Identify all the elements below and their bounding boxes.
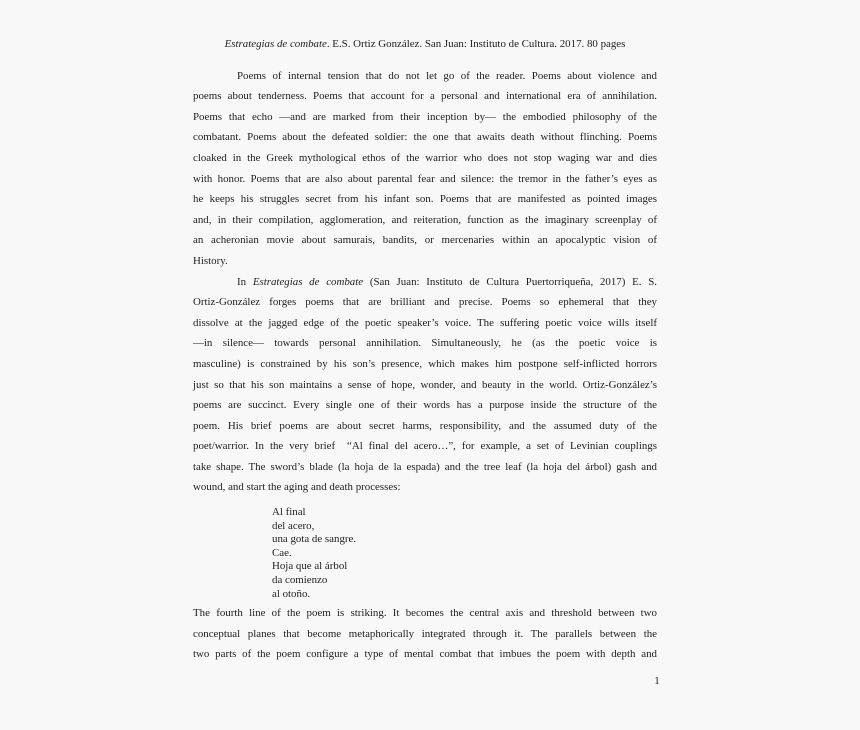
text-line: —in silence— towards personal annihilation. Simultaneously, he (as the poetic voice is <box>193 337 657 350</box>
text-line: dissolve at the jagged edge of the poetic speaker’s voice. The suffering poetic voice wills itself <box>193 316 657 329</box>
text-line: just so that his son maintains a sense of hope, wonder, and beauty in the world. Ortiz-González’s <box>193 378 657 391</box>
page-number: 1 <box>654 675 660 687</box>
paragraph-3 <box>193 603 657 665</box>
text-line: take shape. The sword’s blade (la hoja de la espada) and the tree leaf (la hoja del árbol) gash and <box>193 460 657 473</box>
text-line: poem. His brief poems are about secret harms, responsibility, and the assumed duty of the <box>193 419 657 432</box>
text-line: combatant. Poems about the defeated soldier: the one that awaits death without flinching. Poems <box>193 131 657 144</box>
poem-line: una gota de sangre. <box>272 533 357 546</box>
poem-line: al otoño. <box>272 587 311 600</box>
text-line: with honor. Poems that are also about parental fear and silence: the tremor in the father’s eyes as <box>193 172 657 185</box>
poem-blockquote <box>272 506 657 601</box>
text-line: an acheronian movie about samurais, bandits, or mercenaries within an apocalyptic vision of <box>193 234 657 247</box>
book-title: Estrategias de combate <box>224 38 327 50</box>
citation-details: . E.S. Ortiz González. San Juan: Instituto de Cultura. 2017. 80 pages <box>326 38 626 50</box>
text-line: and, in their compilation, agglomeration, and reiteration, function as the imaginary screenplay of <box>193 213 657 226</box>
text-line: conceptual planes that become metaphorically integrated through it. The parallels between the <box>193 627 657 640</box>
text-line: cloaked in the Greek mythological ethos of the warrior who does not stop waging war and dies <box>193 151 657 164</box>
text-line: two parts of the poem configure a type of mental combat that imbues the poem with depth and <box>193 648 657 661</box>
text-line: Poems that echo —and are marked from their inception by— the embodied philosophy of the <box>193 110 657 123</box>
text-line: masculine) is constrained by his son’s presence, which makes him postpone self-inflicted horrors <box>193 357 657 370</box>
text-line: History. <box>193 254 228 267</box>
poem-line: del acero, <box>272 519 315 532</box>
text-line: In Estrategias de combate (San Juan: Instituto de Cultura Puertorriqueña, 2017) E. S. <box>237 275 658 288</box>
text-line: poems about tenderness. Poems that account for a personal and international era of annihilation. <box>193 90 657 103</box>
paragraph-2 <box>193 272 657 499</box>
text-line: Ortiz-González forges poems that are brilliant and precise. Poems so ephemeral that they <box>193 296 657 309</box>
text-line: he keeps his struggles secret from his infant son. Poems that are manifested as pointed images <box>193 193 657 206</box>
text-line: poems are succinct. Every single one of their words has a purpose inside the structure of the <box>193 399 657 412</box>
poem-line: Cae. <box>272 546 292 559</box>
text-line: The fourth line of the poem is striking. It becomes the central axis and threshold between two <box>193 607 657 620</box>
review-content <box>193 34 657 665</box>
citation-header <box>193 34 657 55</box>
poem-line: Hoja que al árbol <box>272 560 348 573</box>
paragraph-1 <box>193 66 657 272</box>
poem-line: Al final <box>272 506 306 519</box>
text-line: poet/warrior. In the very brief “Al final del acero…”, for example, a set of Levinian couplings <box>193 440 657 453</box>
text-line: wound, and start the aging and death processes: <box>193 481 401 494</box>
poem-line: da comienzo <box>272 574 328 587</box>
text-line: Poems of internal tension that do not let go of the reader. Poems about violence and <box>237 69 657 82</box>
